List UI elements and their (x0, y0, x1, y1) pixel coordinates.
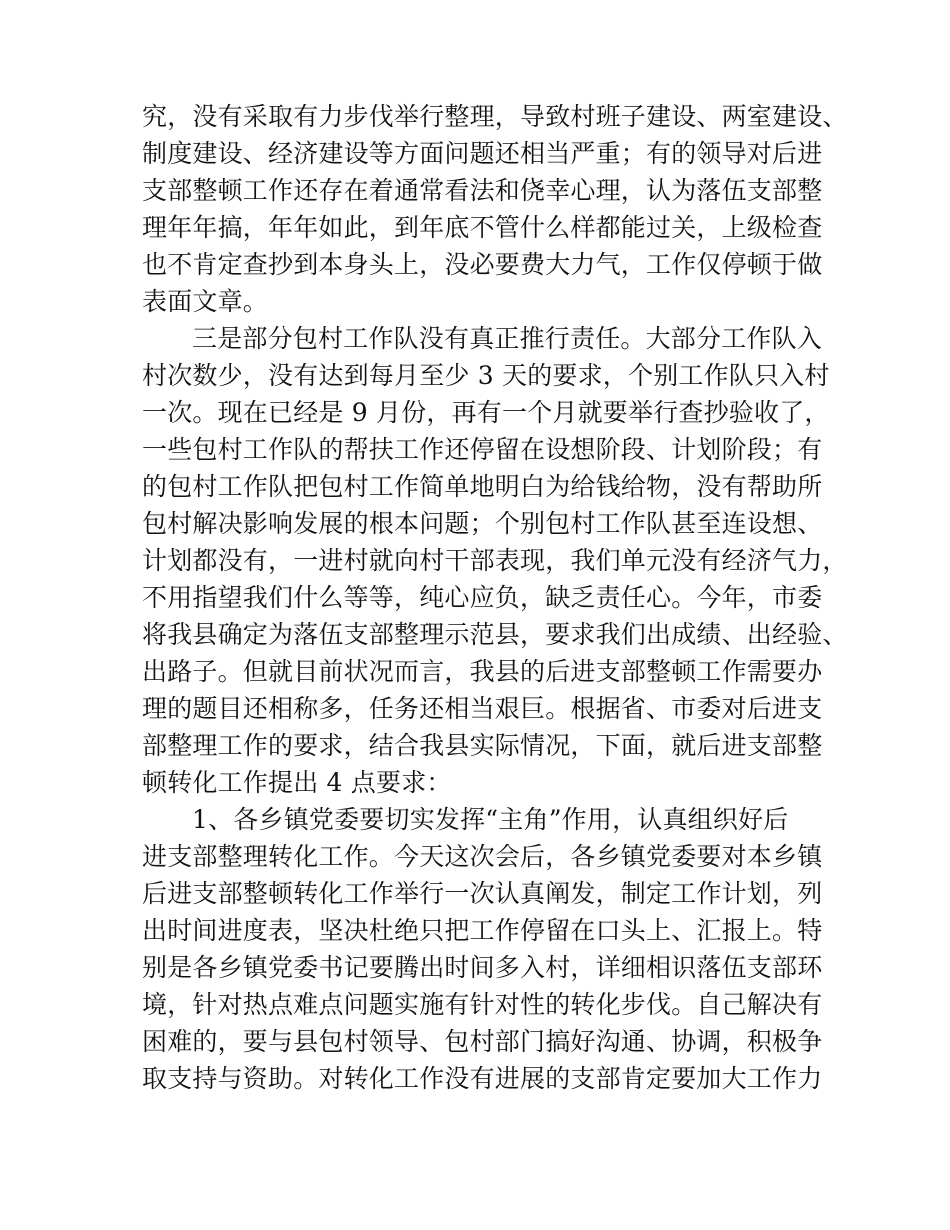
text-line: 将我县确定为落伍支部整理示范县，要求我们出成绩、出经验、 (142, 620, 848, 649)
text-line: 村次数少，没有达到每月至少 3 天的要求，个别工作队只入村 (142, 361, 830, 390)
paragraph-start-line: 三是部分包村工作队没有真正推行责任。大部分工作队入 (192, 324, 823, 353)
document-body (142, 98, 848, 1097)
text-line: 境，针对热点难点问题实施有针对性的转化步伐。自己解决有 (142, 990, 823, 1019)
text-line: 出时间进度表，坚决杜绝只把工作停留在口头上、汇报上。特 (142, 916, 823, 945)
text-line: 理的题目还相称多，任务还相当艰巨。根据省、市委对后进支 (142, 694, 823, 723)
text-line: 出路子。但就目前状况而言，我县的后进支部整顿工作需要办 (142, 657, 823, 686)
text-line: 的包村工作队把包村工作简单地明白为给钱给物，没有帮助所 (142, 472, 823, 501)
text-line: 包村解决影响发展的根本问题；个别包村工作队甚至连设想、 (142, 509, 823, 538)
text-line: 一次。现在已经是 9 月份，再有一个月就要举行查抄验收了， (142, 398, 830, 427)
text-line: 表面文章。 (142, 287, 269, 316)
text-line: 究，没有采取有力步伐举行整理，导致村班子建设、两室建设、 (142, 102, 848, 131)
text-line: 顿转化工作提出 4 点要求： (142, 768, 452, 797)
text-line: 一些包村工作队的帮扶工作还停留在设想阶段、计划阶段；有 (142, 435, 823, 464)
text-line: 理年年搞，年年如此，到年底不管什么样都能过关，上级检查 (142, 213, 823, 242)
text-line: 计划都没有，一进村就向村干部表现，我们单元没有经济气力， (142, 546, 848, 575)
text-line: 取支持与资助。对转化工作没有进展的支部肯定要加大工作力 (142, 1064, 823, 1093)
text-line: 支部整顿工作还存在着通常看法和侥幸心理，认为落伍支部整 (142, 176, 823, 205)
text-line: 后进支部整顿转化工作举行一次认真阐发，制定工作计划，列 (142, 879, 823, 908)
text-line: 部整理工作的要求，结合我县实际情况，下面，就后进支部整 (142, 731, 823, 760)
text-line: 别是各乡镇党委书记要腾出时间多入村，详细相识落伍支部环 (142, 953, 823, 982)
text-line: 也不肯定查抄到本身头上，没必要费大力气，工作仅停顿于做 (142, 250, 823, 279)
paragraph-start-line: 1、各乡镇党委要切实发挥“主角”作用，认真组织好后 (192, 805, 789, 834)
text-line: 困难的，要与县包村领导、包村部门搞好沟通、协调，积极争 (142, 1027, 823, 1056)
text-line: 进支部整理转化工作。今天这次会后，各乡镇党委要对本乡镇 (142, 842, 823, 871)
text-line: 制度建设、经济建设等方面问题还相当严重；有的领导对后进 (142, 139, 823, 168)
text-line: 不用指望我们什么等等，纯心应负，缺乏责任心。今年，市委 (142, 583, 823, 612)
